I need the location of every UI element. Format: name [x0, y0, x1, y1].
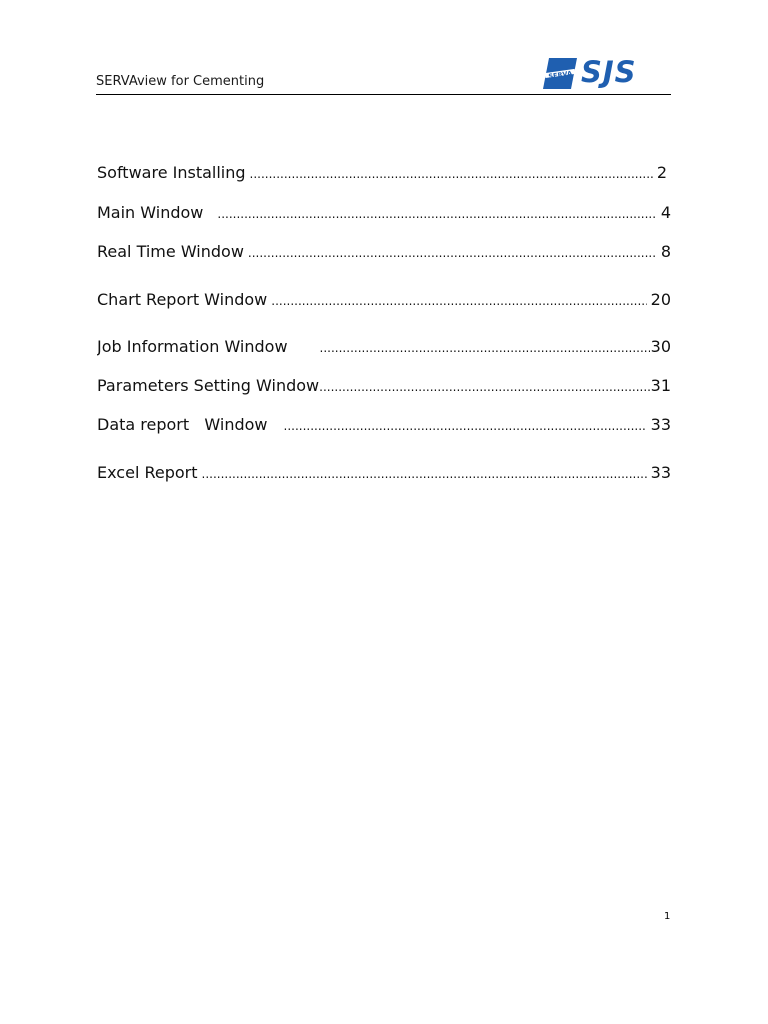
toc-entry-title: Software Installing: [97, 163, 246, 182]
toc-entry-software-installing[interactable]: [97, 163, 671, 187]
toc-entry-parameters-setting-window[interactable]: [97, 376, 671, 400]
toc-dot-leader: [202, 467, 647, 481]
serva-sjs-logo: [543, 55, 671, 89]
serva-mark-text: SERVA: [547, 69, 573, 81]
toc-entry-page: 2: [656, 163, 667, 182]
toc-entry-title: Parameters Setting Window: [97, 376, 320, 395]
toc-entry-data-report-window[interactable]: [97, 415, 671, 439]
toc-dot-leader: [320, 341, 650, 355]
toc-entry-title: Excel Report: [97, 463, 198, 482]
toc-entry-page: 31: [650, 376, 671, 395]
toc-entry-real-time-window[interactable]: [97, 242, 671, 266]
toc-entry-title: Main Window: [97, 203, 204, 222]
toc-dot-leader: [284, 419, 647, 433]
toc-entry-excel-report[interactable]: [97, 463, 671, 487]
toc-dot-leader: [319, 380, 650, 394]
toc-dot-leader: [271, 294, 646, 308]
toc-entry-title: Data report Window: [97, 415, 268, 434]
toc-entry-title: Job Information Window: [97, 337, 288, 356]
toc-entry-chart-report-window[interactable]: [97, 290, 671, 314]
serva-logo-mark: [543, 58, 577, 89]
sjs-brand-text: SJS: [581, 55, 637, 89]
toc-entry-title: Real Time Window: [97, 242, 244, 261]
toc-dot-leader: [250, 167, 653, 181]
toc-dot-leader: [217, 207, 656, 221]
toc-entry-page: 8: [660, 242, 671, 261]
toc-entry-page: 33: [650, 415, 671, 434]
toc-entry-title: Chart Report Window: [97, 290, 268, 309]
header-title: SERVAview for Cementing: [96, 74, 265, 89]
page-number: 1: [664, 911, 671, 922]
toc-entry-page: 30: [650, 337, 671, 356]
toc-entry-main-window[interactable]: [97, 203, 671, 227]
toc-entry-job-information-window[interactable]: [97, 337, 671, 361]
header-divider: [96, 94, 671, 95]
toc-entry-page: 4: [660, 203, 671, 222]
toc-entry-page: 33: [650, 463, 671, 482]
toc-entry-page: 20: [650, 290, 671, 309]
toc-dot-leader: [248, 246, 657, 260]
